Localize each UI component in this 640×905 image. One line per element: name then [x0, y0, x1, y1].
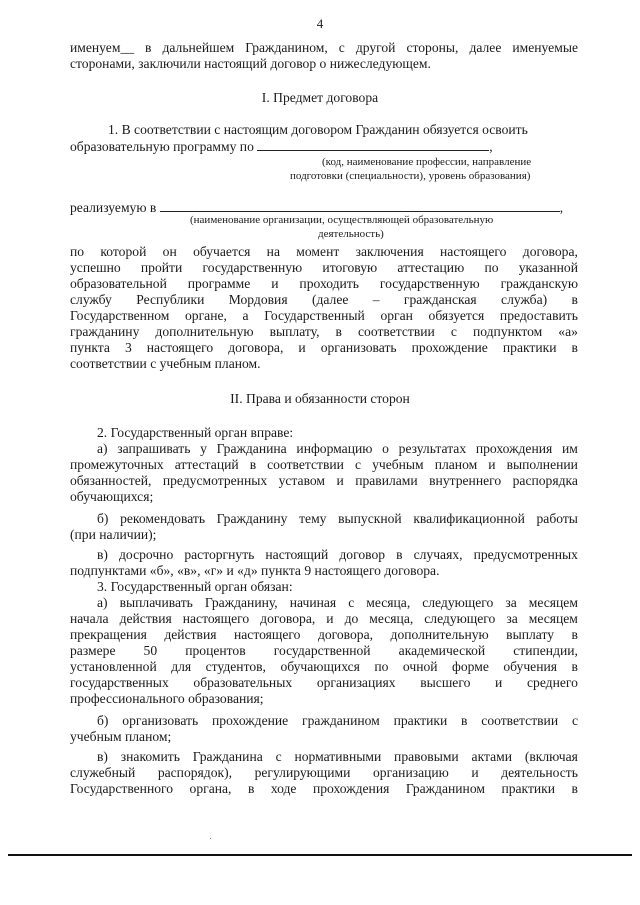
word: проходить	[299, 276, 359, 291]
word: б)	[97, 713, 109, 728]
word: обучающихся	[280, 659, 360, 674]
word: успешно	[70, 260, 121, 275]
word: службу	[70, 292, 112, 307]
word: случаях,	[413, 547, 463, 562]
word: очной	[402, 659, 438, 674]
word: и	[495, 675, 503, 690]
word: Государственного	[70, 781, 174, 796]
p3a-line-1	[97, 595, 578, 611]
word: месяца,	[366, 595, 411, 610]
p2a-line-2	[70, 457, 578, 473]
word: настоящего	[146, 340, 214, 355]
word: нормативными	[294, 749, 382, 764]
word: Государственный	[264, 308, 365, 323]
word: прохождение	[212, 713, 289, 728]
word: предусмотренных	[473, 547, 578, 562]
word: именуемые	[512, 40, 578, 55]
word: по	[70, 244, 85, 259]
word: и	[326, 611, 334, 626]
word: а)	[97, 595, 108, 610]
word: выполнении	[506, 457, 578, 472]
word: а	[242, 308, 249, 323]
word: студентов,	[205, 659, 266, 674]
word: выплату	[506, 627, 555, 642]
word: деятельность	[501, 765, 578, 780]
section-1-title: I. Предмет договора	[261, 90, 379, 105]
word: в)	[97, 749, 108, 764]
word: программе	[187, 276, 251, 291]
word: другой	[355, 40, 396, 55]
p2a-line-3	[70, 473, 578, 489]
word: ходе	[270, 781, 297, 796]
word: (включая	[524, 749, 578, 764]
word: настоящего	[234, 627, 301, 642]
word: в	[571, 627, 578, 642]
word: пункта	[70, 340, 110, 355]
section-1-body-line-7	[70, 340, 578, 356]
word: которой	[100, 244, 147, 259]
section-1-body-line-6	[70, 324, 578, 340]
word: с	[348, 595, 355, 610]
word: в	[396, 547, 403, 562]
p3c-line-2	[70, 765, 578, 781]
word: в	[145, 40, 152, 55]
word: настоящего	[182, 611, 250, 626]
word: государственную	[379, 276, 480, 291]
word: в)	[97, 547, 108, 562]
word: обязанностей,	[70, 473, 152, 488]
word: Гражданина	[216, 441, 287, 456]
word: практики	[501, 781, 556, 796]
program-blank	[257, 138, 489, 151]
p3c-line-3	[70, 781, 578, 797]
word: внутреннего	[429, 473, 502, 488]
word: актами	[471, 749, 513, 764]
word: договора,	[522, 244, 578, 259]
word: договор	[339, 547, 386, 562]
word: Государственном	[70, 308, 170, 323]
word: итоговую	[322, 260, 378, 275]
word: предоставить	[499, 308, 578, 323]
program-note-line-2: подготовки (специальности), уровень образования)	[290, 170, 531, 182]
p3a-line-3	[70, 627, 578, 643]
word: и	[271, 276, 279, 291]
word: обучения	[503, 659, 557, 674]
organization-blank	[160, 199, 560, 212]
word: о	[382, 441, 389, 456]
word: действия	[164, 627, 217, 642]
word: указанной	[518, 260, 578, 275]
section-1-body-line-1	[70, 244, 578, 260]
word: прохождения	[475, 441, 553, 456]
word: в	[249, 457, 257, 472]
word: орган	[380, 308, 413, 323]
word: в	[335, 324, 342, 339]
word: стороны,	[406, 40, 459, 55]
word: «а»	[558, 324, 578, 339]
word: организациях	[316, 675, 396, 690]
word: в	[247, 781, 255, 796]
p2c-last: подпунктами «б», «в», «г» и «д» пункта 9 настоящего договора.	[70, 563, 440, 578]
p2a-line-1	[97, 441, 578, 457]
word: момент	[296, 244, 340, 259]
word: соответствии	[481, 713, 559, 728]
word: (далее	[311, 292, 349, 307]
program-label: образовательную программу по	[70, 139, 254, 154]
scan-speck	[210, 838, 211, 839]
word: начиная	[289, 595, 337, 610]
section-1-p1-line-1: 1. В соответствии с настоящим договором Гражданин обязуется освоить	[108, 122, 528, 137]
section-1-body-last: соответствии с учебным планом.	[70, 356, 261, 371]
word: тему	[299, 511, 327, 526]
word: информацию	[296, 441, 373, 456]
word: в	[461, 713, 468, 728]
bottom-scan-rule	[8, 854, 632, 856]
section-2-title: II. Права и обязанности сторон	[230, 391, 410, 406]
word: образовательных	[193, 675, 293, 690]
word: 3	[124, 340, 132, 355]
word: обучается	[193, 244, 251, 259]
word: именуем__	[70, 40, 135, 55]
p2b-line-1	[97, 511, 578, 527]
word: работы	[536, 511, 578, 526]
section-1-p1-line-2: образовательную программу по ,	[70, 139, 493, 154]
p3b-last: учебным планом;	[70, 729, 172, 744]
word: за	[506, 611, 518, 626]
section-1-body-line-4	[70, 292, 578, 308]
word: по	[484, 260, 499, 275]
p2c-line-1	[97, 547, 578, 563]
section-1-body-line-2	[70, 260, 578, 276]
word: аттестаций	[174, 457, 239, 472]
word: пройти	[140, 260, 183, 275]
word: практики	[502, 340, 557, 355]
word: по	[374, 659, 389, 674]
p3a-last: профессионального образования;	[70, 691, 264, 706]
word: месяцем	[528, 611, 578, 626]
word: начала	[70, 611, 109, 626]
word: рекомендовать	[120, 511, 206, 526]
word: промежуточных	[70, 457, 164, 472]
word: досрочно	[119, 547, 174, 562]
word: организацию	[372, 765, 449, 780]
word: выплату,	[269, 324, 320, 339]
section-1-body-line-3	[70, 276, 578, 292]
word: договора,	[228, 340, 284, 355]
word: организовать	[122, 713, 199, 728]
word: и	[488, 457, 496, 472]
word: Гражданина	[192, 749, 263, 764]
word: обязуется	[428, 308, 485, 323]
word: им	[562, 441, 578, 456]
word: у	[200, 441, 207, 456]
word: прекращения	[70, 627, 147, 642]
word: планом	[434, 457, 478, 472]
word: для	[171, 659, 192, 674]
word: Гражданином	[405, 781, 485, 796]
word: далее	[469, 40, 502, 55]
word: Мордовия	[228, 292, 288, 307]
page-number: 4	[316, 16, 324, 31]
word: гражданину	[70, 324, 140, 339]
word: государственной	[273, 643, 371, 658]
p3a-line-2	[70, 611, 578, 627]
organization-note-line-1: (наименование организации, осуществляющей образовательную	[190, 214, 494, 226]
word: высшего	[420, 675, 471, 690]
word: в	[571, 340, 578, 355]
word: с	[338, 40, 345, 55]
organization-note-line-2: деятельность)	[318, 228, 384, 240]
word: в	[571, 781, 578, 796]
word: Гражданином,	[245, 40, 328, 55]
word: с	[275, 749, 282, 764]
word: аттестацию	[397, 260, 465, 275]
word: стипендии,	[513, 643, 578, 658]
word: форме	[452, 659, 489, 674]
word: правилами	[355, 473, 418, 488]
word: практики	[393, 713, 448, 728]
word: организовать	[320, 340, 397, 355]
word: месяца,	[369, 611, 414, 626]
word: соответствии	[358, 324, 435, 339]
word: регулирующими	[254, 765, 351, 780]
word: выплачивать	[119, 595, 193, 610]
word: результатах	[398, 441, 467, 456]
word: государственных	[70, 675, 169, 690]
program-note-line-1: (код, наименование профессии, направление	[322, 156, 532, 168]
word: распорядок),	[157, 765, 233, 780]
word: месяцем	[528, 595, 578, 610]
word: подпунктом	[472, 324, 543, 339]
word: выпускной	[338, 511, 402, 526]
word: учебным	[372, 457, 424, 472]
word: настоящий	[265, 547, 329, 562]
word: с	[571, 713, 578, 728]
word: гражданская	[403, 292, 477, 307]
word: дополнительную	[390, 627, 489, 642]
p3b-line-1	[97, 713, 578, 729]
word: правовыми	[394, 749, 459, 764]
word: Гражданину	[216, 511, 288, 526]
realize-label: реализуемую в	[70, 200, 157, 215]
word: договора,	[317, 627, 374, 642]
word: предусмотренных	[162, 473, 268, 488]
word: гражданскую	[500, 276, 578, 291]
word: настоящего	[440, 244, 507, 259]
p2b-last: (при наличии);	[70, 527, 157, 542]
word: действия	[119, 611, 172, 626]
word: установленной	[70, 659, 157, 674]
word: расторгнуть	[184, 547, 255, 562]
word: договора,	[260, 611, 316, 626]
word: распорядка	[512, 473, 578, 488]
p3-head: 3. Государственный орган обязан:	[97, 579, 293, 594]
word: знакомить	[120, 749, 180, 764]
word: соответствии	[267, 457, 344, 472]
word: образовательной	[70, 276, 167, 291]
word: дальнейшем	[162, 40, 235, 55]
word: 50	[143, 643, 158, 658]
word: дополнительную	[155, 324, 254, 339]
word: служба)	[501, 292, 548, 307]
word: в	[571, 659, 578, 674]
word: б)	[97, 511, 109, 526]
word: за	[505, 595, 517, 610]
word: следующего	[424, 611, 496, 626]
word: прохождения	[312, 781, 390, 796]
p3a-line-4	[70, 643, 578, 659]
word: на	[266, 244, 280, 259]
word: гражданином	[302, 713, 380, 728]
word: Республики	[136, 292, 205, 307]
word: государственную	[202, 260, 303, 275]
intro-line-2: сторонами, заключили настоящий договор о нижеследующем.	[70, 56, 431, 71]
word: процентов	[185, 643, 246, 658]
realize-line: реализуемую в ,	[70, 200, 564, 215]
section-1-body-line-5	[70, 308, 578, 324]
word: в	[571, 292, 578, 307]
word: и	[471, 765, 479, 780]
p3a-line-6	[70, 675, 578, 691]
word: служебный	[70, 765, 136, 780]
word: а)	[97, 441, 108, 456]
word: органе,	[185, 308, 227, 323]
word: академической	[398, 643, 486, 658]
word: и	[298, 340, 306, 355]
word: Гражданину,	[204, 595, 278, 610]
word: размере	[70, 643, 116, 658]
word: и	[336, 473, 344, 488]
p2a-last: обучающихся;	[70, 489, 154, 504]
word: органа,	[189, 781, 232, 796]
p3a-line-5	[70, 659, 578, 675]
word: среднего	[527, 675, 578, 690]
word: заключения	[355, 244, 424, 259]
word: до	[344, 611, 359, 626]
word: прохождение	[411, 340, 488, 355]
word: следующего	[422, 595, 494, 610]
word: запрашивать	[117, 441, 191, 456]
p3c-line-1	[97, 749, 578, 765]
word: с	[450, 324, 457, 339]
intro-line-1	[70, 40, 578, 56]
word: с	[354, 457, 362, 472]
p2-head: 2. Государственный орган вправе:	[97, 425, 294, 440]
word: квалификационной	[413, 511, 525, 526]
word: он	[162, 244, 177, 259]
word: –	[372, 292, 380, 307]
word: уставом	[278, 473, 326, 488]
